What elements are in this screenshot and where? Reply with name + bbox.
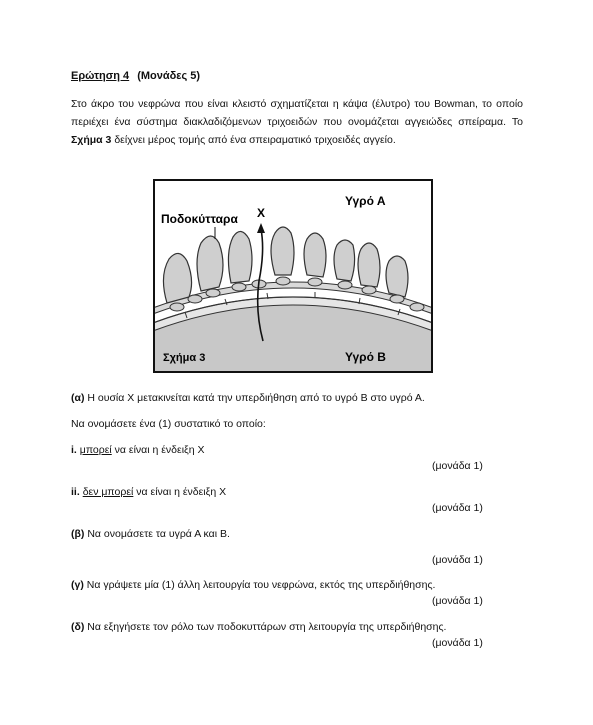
podocyte <box>228 231 252 283</box>
figure-3 <box>153 179 433 373</box>
part-a-statement <box>71 392 425 404</box>
question-title: Ερώτηση 4 <box>71 70 130 82</box>
part-a-text: Η ουσία Χ μετακινείται κατά την υπερδιήθηση από το υγρό Β στο υγρό Α. <box>84 392 425 404</box>
fluid-a-label: Υγρό Α <box>345 194 386 208</box>
part-d-text: Να εξηγήσετε τον ρόλο των ποδοκυττάρων στη λειτουργία της υπερδιήθησης. <box>84 621 447 633</box>
part-d-question <box>71 621 446 633</box>
glomerular-capillary-diagram <box>155 181 431 371</box>
part-a-ii-marks: (μονάδα 1) <box>432 502 483 514</box>
part-a-label: (α) <box>71 392 85 404</box>
part-a-i-text: να είναι η ένδειξη Χ <box>111 444 205 456</box>
podocyte <box>334 240 355 281</box>
part-b-label: (β) <box>71 528 85 540</box>
part-c-label: (γ) <box>71 579 84 591</box>
figure-caption: Σχήμα 3 <box>163 352 206 364</box>
part-c-marks: (μονάδα 1) <box>432 595 483 607</box>
podocyte <box>358 243 380 287</box>
part-a-i-underlined: μπορεί <box>79 444 112 456</box>
part-c-text: Να γράψετε μία (1) άλλη λειτουργία του νεφρώνα, εκτός της υπερδιήθησης. <box>83 579 436 591</box>
podocytes-label: Ποδοκύτταρα <box>161 212 238 226</box>
podocyte <box>271 227 294 275</box>
part-b-marks: (μονάδα 1) <box>432 554 483 566</box>
question-intro <box>71 95 523 149</box>
podocyte <box>163 253 191 303</box>
fluid-b-label: Υγρό Β <box>345 350 386 364</box>
part-a-i-marks: (μονάδα 1) <box>432 460 483 472</box>
arrow-head-icon <box>257 223 265 233</box>
intro-figure-ref: Σχήμα 3 <box>71 134 112 146</box>
question-marks: (Μονάδες 5) <box>137 70 201 82</box>
part-b-question <box>71 528 230 540</box>
x-label: Χ <box>257 206 266 220</box>
intro-text-2: δείχνει μέρος τομής από ένα σπειραματικό τριχοειδές αγγείο. <box>111 134 396 146</box>
podocyte <box>197 236 223 291</box>
part-a-i <box>71 444 205 456</box>
part-c-question <box>71 579 435 591</box>
podocyte <box>304 233 326 277</box>
part-a-ii-text: να είναι η ένδειξη Χ <box>133 486 227 498</box>
part-a-ii-underlined: δεν μπορεί <box>82 486 134 498</box>
part-a-ii <box>71 486 226 498</box>
intro-text-1: Στο άκρο του νεφρώνα που είναι κλειστό σχηματίζεται η κάψα (έλυτρο) του Bowman, το οποίο περιέχει ένα σύστημα διακλαδιζόμενων τριχοειδών που ονομάζεται αγγειώδες σπείραμα. Το <box>71 98 523 128</box>
podocyte <box>386 256 408 297</box>
part-d-label: (δ) <box>71 621 85 633</box>
question-heading <box>71 70 200 82</box>
part-a-ii-label: ii. <box>71 486 80 498</box>
part-b-text: Να ονομάσετε τα υγρά Α και Β. <box>84 528 230 540</box>
part-d-marks: (μονάδα 1) <box>432 637 483 649</box>
part-a-instruction: Να ονομάσετε ένα (1) συστατικό το οποίο: <box>71 418 266 430</box>
part-a-i-label: i. <box>71 444 77 456</box>
